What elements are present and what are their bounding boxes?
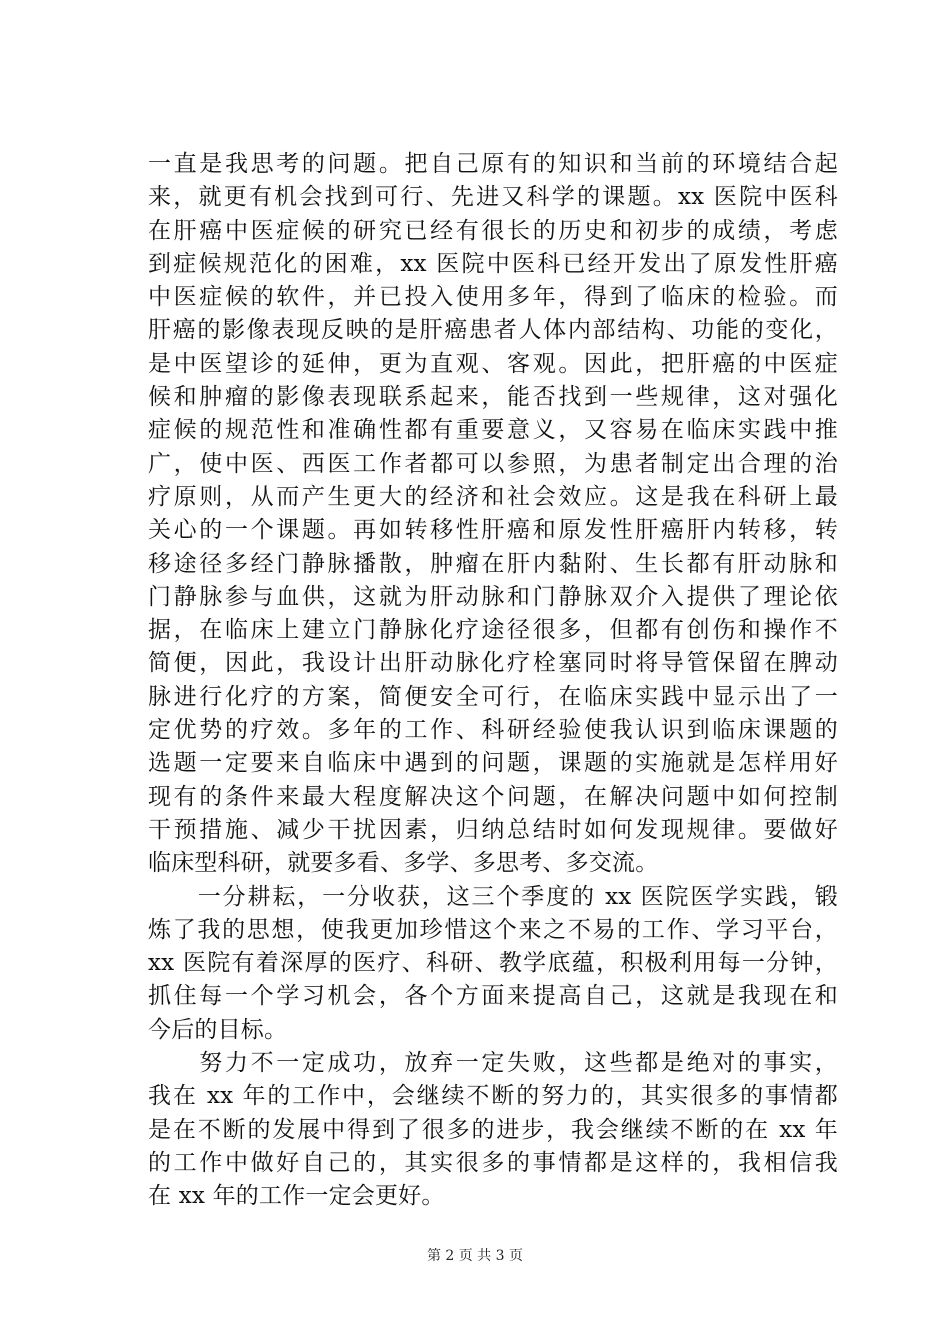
text-line: 选题一定要来自临床中遇到的问题，课题的实施就是怎样用好 bbox=[148, 750, 838, 777]
page-number-footer: 第 2 页 共 3 页 bbox=[426, 1248, 524, 1264]
text-line: 广，使中医、西医工作者都可以参照，为患者制定出合理的治 bbox=[148, 450, 838, 477]
text-line: 我在 xx 年的工作中，会继续不断的努力的，其实很多的事情都 bbox=[148, 1083, 838, 1110]
text-line: 在肝癌中医症候的研究已经有很长的历史和初步的成绩，考虑 bbox=[148, 217, 838, 244]
text-line: 中医症候的软件，并已投入使用多年，得到了临床的检验。而 bbox=[148, 284, 838, 311]
text-line: 一分耕耘，一分收获，这三个季度的 xx 医院医学实践，锻 bbox=[148, 883, 838, 910]
text-line: 肝癌的影像表现反映的是肝癌患者人体内部结构、功能的变化， bbox=[148, 317, 838, 344]
document-body bbox=[148, 148, 838, 1214]
text-line: 候和肿瘤的影像表现联系起来，能否找到一些规律，这对强化 bbox=[148, 384, 838, 411]
text-line: 一直是我思考的问题。把自己原有的知识和当前的环境结合起 bbox=[148, 151, 838, 177]
text-line: 抓住每一个学习机会，各个方面来提高自己，这就是我现在和 bbox=[148, 983, 838, 1010]
text-line: 症候的规范性和准确性都有重要意义，又容易在临床实践中推 bbox=[148, 417, 838, 444]
text-line: 疗原则，从而产生更大的经济和社会效应。这是我在科研上最 bbox=[148, 483, 838, 510]
text-line: 的工作中做好自己的，其实很多的事情都是这样的，我相信我 bbox=[148, 1149, 838, 1176]
text-line: 今后的目标。 bbox=[148, 1016, 288, 1043]
text-line: 在 xx 年的工作一定会更好。 bbox=[148, 1183, 445, 1210]
text-line: 炼了我的思想，使我更加珍惜这个来之不易的工作、学习平台， bbox=[148, 916, 838, 943]
text-line: 脉进行化疗的方案，简便安全可行，在临床实践中显示出了一 bbox=[148, 683, 838, 710]
text-line: 简便，因此，我设计出肝动脉化疗栓塞同时将导管保留在脾动 bbox=[148, 650, 838, 677]
text-line: 干预措施、减少干扰因素，归纳总结时如何发现规律。要做好 bbox=[148, 816, 838, 843]
text-line: 是在不断的发展中得到了很多的进步，我会继续不断的在 xx 年 bbox=[148, 1116, 838, 1143]
text-line: 到症候规范化的困难，xx 医院中医科已经开发出了原发性肝癌 bbox=[148, 250, 838, 277]
text-line: 来，就更有机会找到可行、先进又科学的课题。xx 医院中医科 bbox=[148, 184, 838, 211]
text-line: 临床型科研，就要多看、多学、多思考、多交流。 bbox=[148, 850, 659, 877]
text-line: 定优势的疗效。多年的工作、科研经验使我认识到临床课题的 bbox=[148, 717, 838, 744]
text-line: 移途径多经门静脉播散，肿瘤在肝内黏附、生长都有肝动脉和 bbox=[148, 550, 838, 577]
text-line: 据，在临床上建立门静脉化疗途径很多，但都有创伤和操作不 bbox=[148, 617, 838, 644]
text-line: 现有的条件来最大程度解决这个问题，在解决问题中如何控制 bbox=[148, 783, 838, 810]
text-line: 关心的一个课题。再如转移性肝癌和原发性肝癌肝内转移，转 bbox=[148, 517, 838, 544]
text-line: 努力不一定成功，放弃一定失败，这些都是绝对的事实， bbox=[148, 1050, 838, 1077]
text-line: 是中医望诊的延伸，更为直观、客观。因此，把肝癌的中医症 bbox=[148, 350, 838, 377]
text-line: 门静脉参与血供，这就为肝动脉和门静脉双介入提供了理论依 bbox=[148, 583, 838, 610]
text-line: xx 医院有着深厚的医疗、科研、教学底蕴，积极利用每一分钟， bbox=[148, 950, 838, 977]
